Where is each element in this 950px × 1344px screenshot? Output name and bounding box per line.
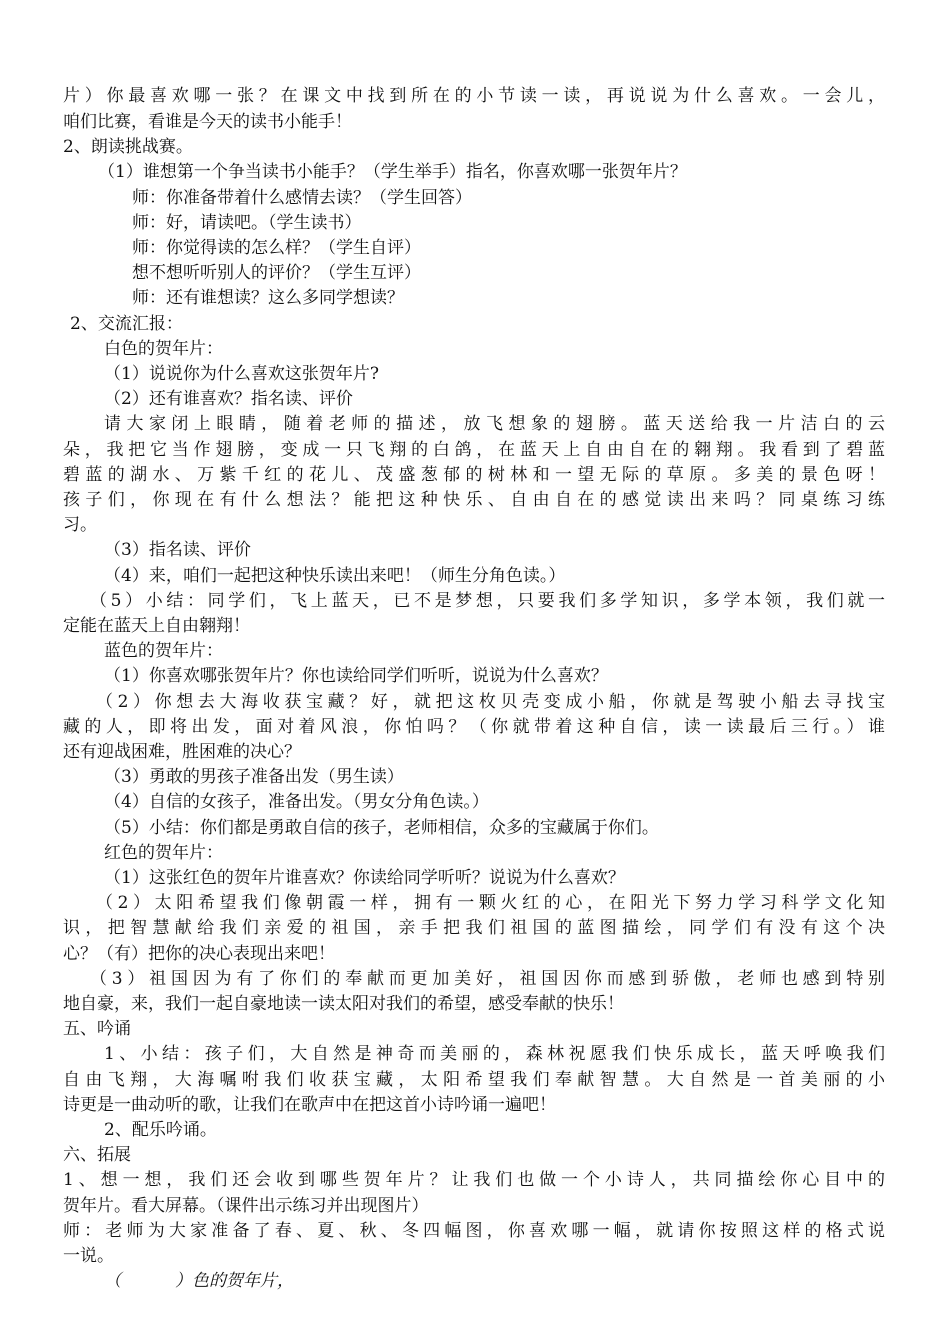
text-line: 心？（有）把你的决心表现出来吧！ xyxy=(63,944,335,964)
text-line: 2、配乐吟诵。 xyxy=(104,1120,217,1140)
text-line: （3）指名读、评价 xyxy=(104,540,251,560)
subsection-heading: 蓝色的贺年片： xyxy=(104,641,223,661)
text-line: 师：好，请读吧。（学生读书） xyxy=(132,213,362,233)
text-line: 1、小结：孩子们，大自然是神奇而美丽的，森林祝愿我们快乐成长，蓝天呼唤我们 xyxy=(104,1044,885,1064)
section-heading: 五、吟诵 xyxy=(63,1019,131,1039)
text-line: （3）祖国因为有了你们的奉献而更加美好，祖国因你而感到骄傲，老师也感到特别 xyxy=(90,969,885,989)
text-line: （4）来，咱们一起把这种快乐读出来吧！（师生分角色读。） xyxy=(104,566,566,586)
text-line: 碧蓝的湖水、万紫千红的花儿、茂盛葱郁的树林和一望无际的草原。多美的景色呀！ xyxy=(63,465,885,485)
text-line: （1）你喜欢哪张贺年片？你也读给同学们听听，说说为什么喜欢？ xyxy=(104,666,608,686)
text-line: 孩子们，你现在有什么想法？能把这种快乐、自由自在的感觉读出来吗？同桌练习练 xyxy=(63,490,885,510)
text-line: 师：你准备带着什么感情去读？（学生回答） xyxy=(132,188,472,208)
subsection-heading: 白色的贺年片： xyxy=(104,339,223,359)
text-line: 贺年片。看大屏幕。（课件出示练习并出现图片） xyxy=(63,1196,429,1216)
text-line: 识，把智慧献给我们亲爱的祖国，亲手把我们祖国的蓝图描绘，同学们有没有这个决 xyxy=(63,918,885,938)
section-heading: 2、朗读挑战赛。 xyxy=(63,137,193,157)
text-line: 朵，我把它当作翅膀，变成一只飞翔的白鸽，在蓝天上自由自在的翱翔。我看到了碧蓝 xyxy=(63,440,885,460)
text-line: （5）小结：你们都是勇敢自信的孩子，老师相信，众多的宝藏属于你们。 xyxy=(104,818,659,838)
text-line: 自由飞翔，大海嘱咐我们收获宝藏，太阳希望我们奉献智慧。大自然是一首美丽的小 xyxy=(63,1070,885,1090)
text-line: 地自豪，来，我们一起自豪地读一读太阳对我们的希望，感受奉献的快乐！ xyxy=(63,994,624,1014)
text-line: 咱们比赛，看谁是今天的读书小能手！ xyxy=(63,112,352,132)
text-line: 师：你觉得读的怎么样？（学生自评） xyxy=(132,238,421,258)
text-line: （1）这张红色的贺年片谁喜欢？你读给同学听听？说说为什么喜欢？ xyxy=(104,868,625,888)
text-line: 藏的人，即将出发，面对着风浪，你怕吗？（你就带着这种自信，读一读最后三行。）谁 xyxy=(63,717,885,737)
text-line: （4）自信的女孩子，准备出发。（男女分角色读。） xyxy=(104,792,489,812)
text-line: （3）勇敢的男孩子准备出发（男生读） xyxy=(104,767,404,787)
text-line: 师：还有谁想读？这么多同学想读？ xyxy=(132,288,404,308)
text-line: 想不想听听别人的评价？（学生互评） xyxy=(132,263,421,283)
text-line: （2）太阳希望我们像朝霞一样，拥有一颗火红的心，在阳光下努力学习科学文化知 xyxy=(96,893,885,913)
text-line: 习。 xyxy=(63,515,97,535)
section-heading: 2、交流汇报： xyxy=(70,314,183,334)
text-line: 请大家闭上眼睛，随着老师的描述，放飞想象的翅膀。蓝天送给我一片洁白的云 xyxy=(104,414,885,434)
text-line: （5）小结：同学们，飞上蓝天，已不是梦想，只要我们多学知识，多学本领，我们就一 xyxy=(90,591,885,611)
text-line: 诗更是一曲动听的歌，让我们在歌声中在把这首小诗吟诵一遍吧！ xyxy=(63,1095,556,1115)
text-line: 师：老师为大家准备了春、夏、秋、冬四幅图，你喜欢哪一幅，就请你按照这样的格式说 xyxy=(63,1221,885,1241)
section-heading: 六、拓展 xyxy=(63,1145,131,1165)
text-line: （ ）色的贺年片， xyxy=(104,1271,295,1291)
text-line: （1）谁想第一个争当读书小能手？（学生举手）指名，你喜欢哪一张贺年片？ xyxy=(98,162,687,182)
text-line: （2）你想去大海收获宝藏？好，就把这枚贝壳变成小船，你就是驾驶小船去寻找宝 xyxy=(96,692,885,712)
text-line: 一说。 xyxy=(63,1246,114,1266)
text-line: 定能在蓝天上自由翱翔！ xyxy=(63,616,250,636)
text-line: 片）你最喜欢哪一张？在课文中找到所在的小节读一读，再说说为什么喜欢。一会儿， xyxy=(63,86,885,106)
text-line: 还有迎战困难，胜困难的决心？ xyxy=(63,742,301,762)
subsection-heading: 红色的贺年片： xyxy=(104,843,223,863)
text-line: （2）还有谁喜欢？指名读、评价 xyxy=(104,389,353,409)
text-line: （1）说说你为什么喜欢这张贺年片? xyxy=(104,364,379,384)
text-line: 1、想一想，我们还会收到哪些贺年片？让我们也做一个小诗人，共同描绘你心目中的 xyxy=(63,1170,885,1190)
